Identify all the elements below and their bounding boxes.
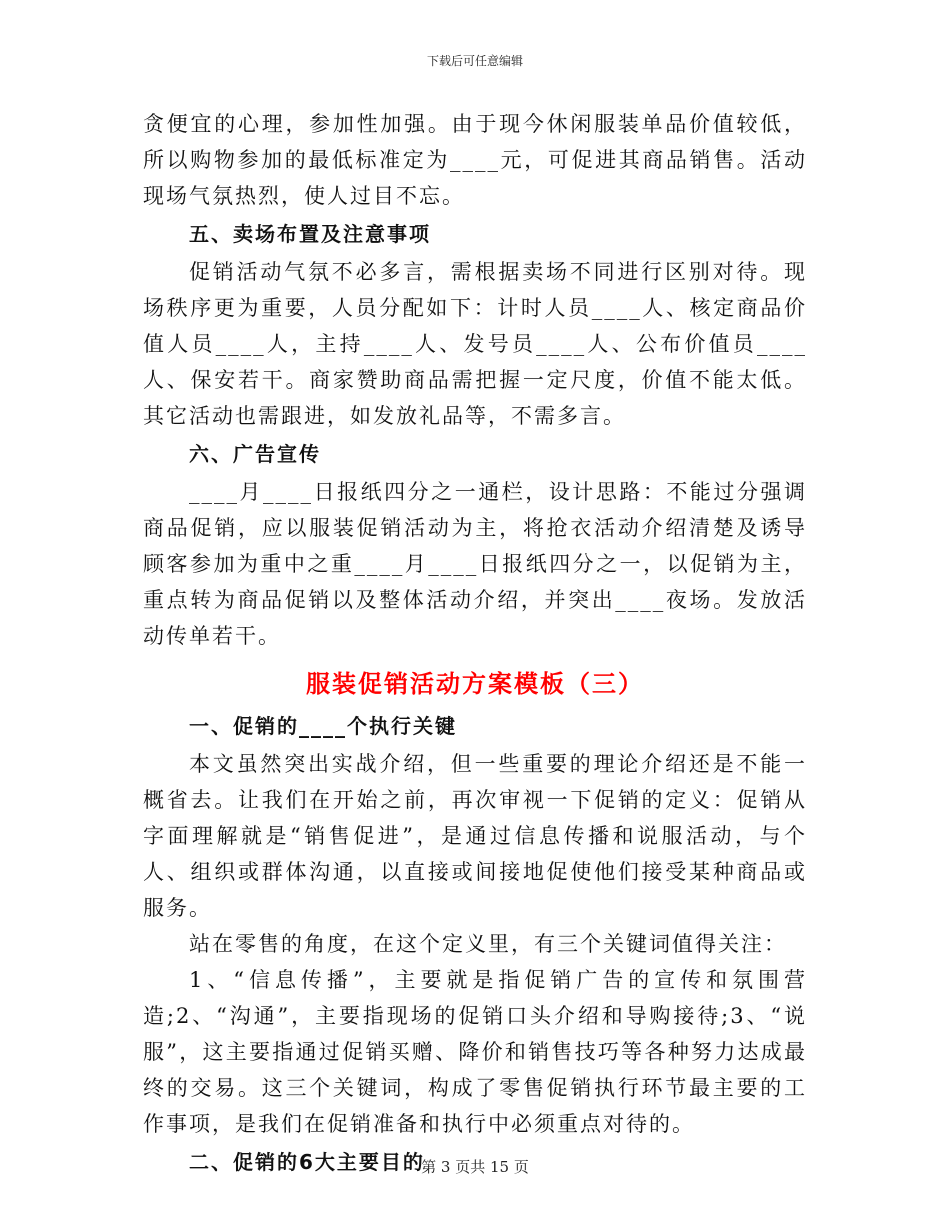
section-heading: 一、促销的____个执行关键 (189, 714, 457, 738)
paragraph: 站在零售的角度，在这个定义里，有三个关键词值得关注： (189, 932, 787, 956)
paragraph: 促销活动气氛不必多言，需根据卖场不同进行区别对待。现场秩序更为重要，人员分配如下：计时人员____人、核定商品价值人员____人，主持____人、发号员____人、公布价值员____人、保安若干。商家赞助商品需把握一定尺度，价值不能太低。其它活动也需跟进，如发放礼品等，不需多言。 (143, 260, 807, 428)
document-title: 服装促销活动方案模板（三） (306, 670, 644, 698)
paragraph: 本文虽然突出实战介绍，但一些重要的理论介绍还是不能一概省去。让我们在开始之前，再次审视一下促销的定义：促销从字面理解就是“销售促进”，是通过信息传播和说服活动，与个人、组织或群体沟通，以直接或间接地促使他们接受某种商品或服务。 (143, 752, 807, 920)
document-body (143, 106, 807, 1182)
section-heading: 六、广告宣传 (189, 442, 321, 466)
paragraph: ____月____日报纸四分之一通栏，设计思路：不能过分强调商品促销，应以服装促销活动为主，将抢衣活动介绍清楚及诱导顾客参加为重中之重____月____日报纸四分之一，以促销为主，重点转为商品促销以及整体活动介绍，并突出____夜场。发放活动传单若干。 (143, 480, 807, 648)
section-heading: 二、促销的6大主要目的 (189, 1150, 425, 1174)
page-footer: 第 3 页共 15 页 (421, 1158, 529, 1176)
paragraph: 1、“信息传播”，主要就是指促销广告的宣传和氛围营造;2、“沟通”，主要指现场的促销口头介绍和导购接待;3、“说服”，这主要指通过促销买赠、降价和销售技巧等各种努力达成最终的交易。这三个关键词，构成了零售促销执行环节最主要的工作事项，是我们在促销准备和执行中必须重点对待的。 (143, 968, 807, 1136)
page-header: 下载后可任意编辑 (426, 54, 523, 68)
section-heading: 五、卖场布置及注意事项 (189, 222, 431, 246)
paragraph: 贪便宜的心理，参加性加强。由于现今休闲服装单品价值较低，所以购物参加的最低标准定为____元，可促进其商品销售。活动现场气氛热烈，使人过目不忘。 (143, 112, 807, 208)
